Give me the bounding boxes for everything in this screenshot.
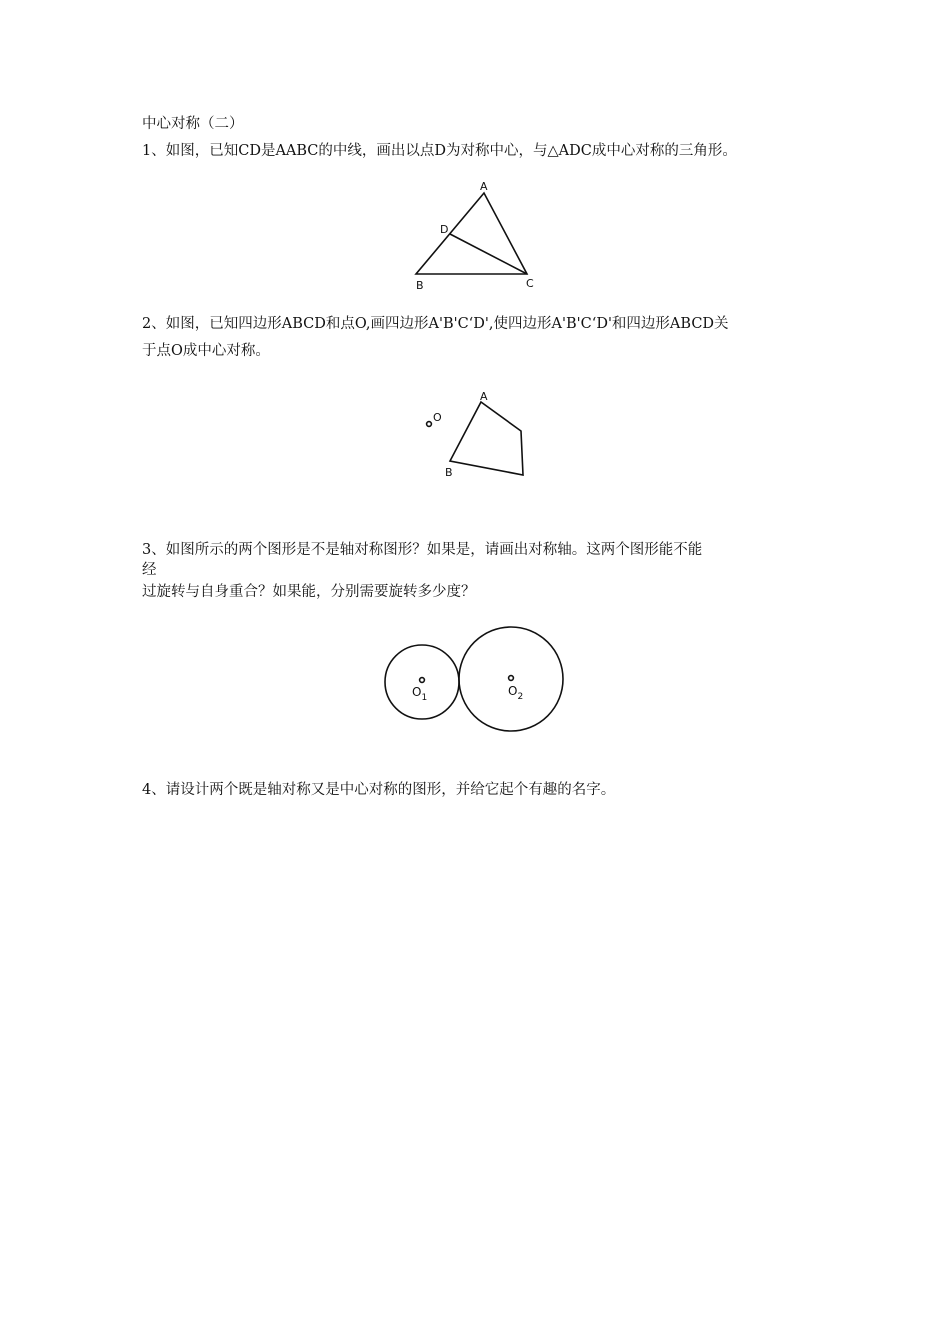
point-o xyxy=(427,422,432,427)
circle-o2 xyxy=(459,627,563,731)
question-3-line-1: 3、如图所示的两个图形是不是轴对称图形？如果是，请画出对称轴。这两个图形能不能 xyxy=(142,542,703,558)
label-o: O xyxy=(433,411,442,424)
question-2-line-2: 于点O成中心对称。 xyxy=(142,343,270,359)
question-3-line-2: 经 xyxy=(142,562,157,578)
figure-two-circles xyxy=(370,620,580,740)
label-o1: $O_1$ xyxy=(412,685,428,703)
triangle-abc xyxy=(416,193,527,274)
label-a: A xyxy=(480,180,488,193)
label-o2: $O_2$ xyxy=(508,684,524,702)
label-d: D xyxy=(440,223,449,236)
center-point-o2 xyxy=(509,676,514,681)
page-title: 中心对称（二） xyxy=(142,116,244,132)
label-b: B xyxy=(416,279,424,292)
figure-triangle-abc xyxy=(400,176,560,296)
question-2-line-1: 2、如图，已知四边形ABCD和点O,画四边形A'B'C‘D',使四边形A'B'C‘D'和四边形ABCD关 xyxy=(142,316,729,332)
median-cd xyxy=(450,234,527,274)
label-c: C xyxy=(526,277,534,290)
quadrilateral-abcd xyxy=(450,402,523,475)
question-4-text: 4、请设计两个既是轴对称又是中心对称的图形，并给它起个有趣的名字。 xyxy=(142,782,616,798)
label-b: B xyxy=(445,466,453,479)
center-point-o1 xyxy=(420,678,425,683)
label-a: A xyxy=(480,390,488,403)
figure-quadrilateral xyxy=(415,388,545,488)
question-1-text: 1、如图，已知CD是AABC的中线，画出以点D为对称中心，与△ADC成中心对称的三角形。 xyxy=(142,143,737,159)
question-3-line-3: 过旋转与自身重合？如果能，分别需要旋转多少度？ xyxy=(142,584,476,600)
